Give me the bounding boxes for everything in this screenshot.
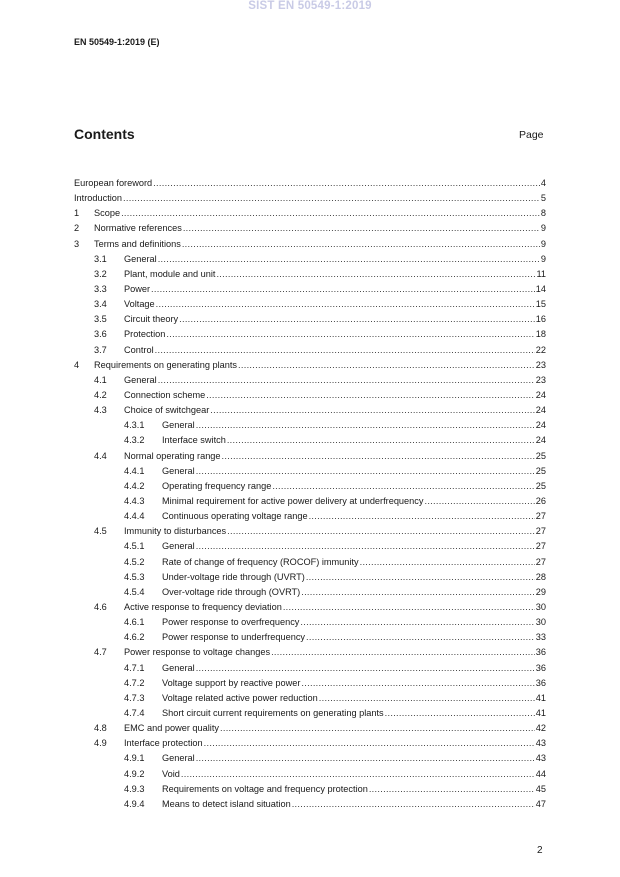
toc-entry[interactable] xyxy=(74,176,546,191)
toc-entry[interactable] xyxy=(74,797,546,812)
toc-entry-page: 27 xyxy=(535,526,546,537)
toc-entry-number: 4.9.1 xyxy=(124,753,145,764)
toc-entry-title: Voltage xyxy=(124,299,155,310)
toc-entry-page: 9 xyxy=(540,223,546,234)
toc-entry[interactable] xyxy=(74,661,546,676)
toc-entry-page: 22 xyxy=(535,344,546,355)
toc-entry-page: 23 xyxy=(535,359,546,370)
toc-entry-number: 4.5 xyxy=(94,526,107,537)
toc-entry-page: 25 xyxy=(535,480,546,491)
toc-entry-number: 4.4.1 xyxy=(124,465,145,476)
toc-entry[interactable] xyxy=(74,736,546,751)
page-number: 2 xyxy=(537,845,543,856)
toc-entry-title: Power response to underfrequency xyxy=(162,632,306,643)
toc-leader-dots xyxy=(123,193,540,204)
toc-entry-page: 24 xyxy=(535,390,546,401)
toc-entry-number: 4.3 xyxy=(94,405,107,416)
toc-leader-dots xyxy=(196,420,535,431)
toc-entry-number: 4.9.4 xyxy=(124,798,145,809)
toc-leader-dots xyxy=(179,314,535,325)
toc-entry-title: Introduction xyxy=(74,193,123,204)
toc-entry-number: 4.6.1 xyxy=(124,617,145,628)
toc-entry-number: 4.8 xyxy=(94,723,107,734)
toc-entry-number: 4.9.3 xyxy=(124,783,145,794)
toc-leader-dots xyxy=(210,405,534,416)
toc-entry[interactable] xyxy=(74,237,546,252)
toc-entry[interactable] xyxy=(74,479,546,494)
toc-entry-page: 43 xyxy=(535,753,546,764)
toc-entry-title: Scope xyxy=(94,208,121,219)
toc-entry-page: 5 xyxy=(540,193,546,204)
toc-entry-title: Void xyxy=(162,768,180,779)
toc-leader-dots xyxy=(196,753,535,764)
toc-entry-number: 4.2 xyxy=(94,390,107,401)
toc-entry[interactable] xyxy=(74,494,546,509)
toc-entry-page: 16 xyxy=(535,314,546,325)
toc-entry-page: 41 xyxy=(535,692,546,703)
toc-entry[interactable] xyxy=(74,358,546,373)
toc-entry-number: 4.7 xyxy=(94,647,107,658)
toc-entry[interactable] xyxy=(74,252,546,267)
toc-entry[interactable] xyxy=(74,403,546,418)
toc-entry[interactable] xyxy=(74,615,546,630)
toc-leader-dots xyxy=(424,496,534,507)
toc-entry-number: 4.4.2 xyxy=(124,480,145,491)
toc-leader-dots xyxy=(153,178,540,189)
toc-entry-page: 25 xyxy=(535,465,546,476)
toc-entry-title: Interface switch xyxy=(162,435,226,446)
toc-entry-page: 36 xyxy=(535,662,546,673)
toc-entry-number: 4.5.2 xyxy=(124,556,145,567)
toc-entry-number: 4.4 xyxy=(94,450,107,461)
toc-entry-title: General xyxy=(162,420,195,431)
toc-entry-title: Means to detect island situation xyxy=(162,798,291,809)
toc-entry-page: 4 xyxy=(540,178,546,189)
toc-entry-number: 3.5 xyxy=(94,314,107,325)
toc-entry-title: Interface protection xyxy=(124,738,203,749)
toc-entry-number: 4.4.4 xyxy=(124,511,145,522)
toc-leader-dots xyxy=(166,329,534,340)
toc-entry[interactable] xyxy=(74,327,546,342)
toc-entry[interactable] xyxy=(74,282,546,297)
toc-entry-title: Normative references xyxy=(94,223,182,234)
toc-leader-dots xyxy=(183,223,540,234)
toc-leader-dots xyxy=(196,541,535,552)
toc-entry-page: 47 xyxy=(535,798,546,809)
watermark: SIST EN 50549-1:2019 xyxy=(248,0,372,12)
toc-entry[interactable] xyxy=(74,766,546,781)
toc-entry-page: 27 xyxy=(535,511,546,522)
toc-entry-title: General xyxy=(162,465,195,476)
toc-leader-dots xyxy=(309,511,535,522)
document-id: EN 50549-1:2019 (E) xyxy=(74,37,160,47)
page-column-label: Page xyxy=(519,129,544,141)
toc-leader-dots xyxy=(204,738,535,749)
toc-entry-title: Choice of switchgear xyxy=(124,405,210,416)
toc-entry[interactable] xyxy=(74,524,546,539)
toc-entry-title: Over-voltage ride through (OVRT) xyxy=(162,586,301,597)
toc-entry[interactable] xyxy=(74,555,546,570)
toc-entry[interactable] xyxy=(74,388,546,403)
toc-entry-page: 9 xyxy=(540,253,546,264)
table-of-contents xyxy=(74,176,546,812)
toc-entry-number: 4.7.2 xyxy=(124,677,145,688)
toc-entry[interactable] xyxy=(74,782,546,797)
toc-entry-number: 3.6 xyxy=(94,329,107,340)
toc-entry-title: Circuit theory xyxy=(124,314,179,325)
toc-entry-title: Power response to voltage changes xyxy=(124,647,271,658)
toc-entry-number: 4.7.3 xyxy=(124,692,145,703)
toc-entry-number: 4.5.3 xyxy=(124,571,145,582)
toc-entry[interactable] xyxy=(74,449,546,464)
toc-entry-number: 4.1 xyxy=(94,374,107,385)
toc-entry-page: 36 xyxy=(535,677,546,688)
toc-leader-dots xyxy=(158,375,535,386)
toc-entry-page: 27 xyxy=(535,541,546,552)
toc-entry[interactable] xyxy=(74,751,546,766)
toc-entry-page: 24 xyxy=(535,435,546,446)
toc-leader-dots xyxy=(206,390,535,401)
toc-entry-page: 33 xyxy=(535,632,546,643)
toc-entry[interactable] xyxy=(74,691,546,706)
toc-entry-page: 44 xyxy=(535,768,546,779)
toc-entry-title: Protection xyxy=(124,329,166,340)
toc-entry-page: 25 xyxy=(535,450,546,461)
toc-entry-title: Active response to frequency deviation xyxy=(124,602,282,612)
toc-entry[interactable] xyxy=(74,721,546,736)
toc-entry-number: 4.5.1 xyxy=(124,541,145,552)
toc-entry-page: 45 xyxy=(535,783,546,794)
toc-entry-number: 3.3 xyxy=(94,284,107,295)
toc-leader-dots xyxy=(319,693,535,704)
toc-entry[interactable] xyxy=(74,418,546,433)
toc-entry[interactable] xyxy=(74,267,546,282)
toc-entry-number: 4.9.2 xyxy=(124,768,145,779)
contents-title: Contents xyxy=(74,126,135,142)
toc-entry-title: Power response to overfrequency xyxy=(162,617,300,628)
toc-entry-title: Requirements on generating plants xyxy=(94,359,238,370)
toc-entry-page: 8 xyxy=(540,208,546,219)
toc-leader-dots xyxy=(227,526,535,537)
toc-entry-number: 3.4 xyxy=(94,299,107,310)
toc-entry-number: 4.3.1 xyxy=(124,420,145,431)
toc-entry-title: European foreword xyxy=(74,178,153,189)
toc-entry-title: Requirements on voltage and frequency protection xyxy=(162,783,368,794)
toc-entry[interactable] xyxy=(74,600,546,615)
toc-entry-page: 27 xyxy=(535,556,546,567)
toc-entry-page: 24 xyxy=(535,405,546,416)
toc-entry-number: 3 xyxy=(74,238,80,249)
toc-entry-title: General xyxy=(162,541,195,552)
toc-entry-page: 43 xyxy=(535,738,546,749)
toc-entry-title: Voltage related active power reduction xyxy=(162,692,318,703)
toc-entry[interactable] xyxy=(74,630,546,645)
toc-entry-title: General xyxy=(124,253,157,264)
toc-entry[interactable] xyxy=(74,464,546,479)
toc-leader-dots xyxy=(301,678,534,689)
toc-leader-dots xyxy=(222,451,535,462)
toc-entry[interactable] xyxy=(74,343,546,358)
toc-entry-title: General xyxy=(124,374,157,385)
toc-leader-dots xyxy=(272,481,534,492)
toc-entry-title: Power xyxy=(124,284,151,295)
toc-entry[interactable] xyxy=(74,312,546,327)
toc-entry-title: General xyxy=(162,662,195,673)
toc-leader-dots xyxy=(220,723,535,734)
toc-entry-number: 2 xyxy=(74,223,80,234)
toc-leader-dots xyxy=(151,284,535,295)
toc-entry-title: Voltage support by reactive power xyxy=(162,677,301,688)
toc-entry-title: Plant, module and unit xyxy=(124,268,216,279)
toc-entry[interactable] xyxy=(74,539,546,554)
toc-entry[interactable] xyxy=(74,297,546,312)
toc-leader-dots xyxy=(283,602,535,613)
toc-leader-dots xyxy=(158,254,540,265)
toc-entry-title: Connection scheme xyxy=(124,390,206,401)
toc-entry-number: 4.9 xyxy=(94,738,107,749)
toc-leader-dots xyxy=(227,435,535,446)
toc-entry-page: 11 xyxy=(536,268,546,279)
toc-entry-number: 4.6 xyxy=(94,602,107,612)
toc-entry-page: 36 xyxy=(535,647,546,658)
toc-leader-dots xyxy=(196,466,535,477)
toc-entry[interactable] xyxy=(74,570,546,585)
toc-entry-page: 18 xyxy=(535,329,546,340)
toc-leader-dots xyxy=(196,663,535,674)
toc-entry-number: 3.7 xyxy=(94,344,107,355)
toc-entry[interactable] xyxy=(74,509,546,524)
toc-entry-page: 24 xyxy=(535,420,546,431)
toc-entry-page: 41 xyxy=(535,707,546,718)
toc-entry-title: General xyxy=(162,753,195,764)
toc-entry-page: 30 xyxy=(535,602,546,612)
toc-entry-number: 4.4.3 xyxy=(124,496,145,507)
toc-leader-dots xyxy=(271,647,535,658)
toc-entry[interactable] xyxy=(74,221,546,236)
toc-entry-title: Control xyxy=(124,344,154,355)
toc-entry-number: 4.7.1 xyxy=(124,662,145,673)
toc-entry-title: Terms and definitions xyxy=(94,238,181,249)
toc-leader-dots xyxy=(369,784,535,795)
toc-entry-page: 14 xyxy=(535,284,546,295)
toc-entry-title: EMC and power quality xyxy=(124,723,219,734)
toc-entry-number: 4.6.2 xyxy=(124,632,145,643)
toc-leader-dots xyxy=(121,208,540,219)
toc-leader-dots xyxy=(181,769,535,780)
toc-entry-page: 42 xyxy=(535,723,546,734)
toc-entry-title: Operating frequency range xyxy=(162,480,272,491)
toc-entry[interactable] xyxy=(74,645,546,660)
toc-entry-page: 28 xyxy=(535,571,546,582)
toc-entry-number: 3.1 xyxy=(94,253,107,264)
toc-entry-title: Minimal requirement for active power delivery at underfrequency xyxy=(162,496,424,507)
toc-entry-page: 29 xyxy=(535,586,546,597)
toc-entry[interactable] xyxy=(74,585,546,600)
toc-leader-dots xyxy=(385,708,535,719)
toc-entry[interactable] xyxy=(74,206,546,221)
toc-leader-dots xyxy=(306,632,535,643)
toc-entry-title: Short circuit current requirements on generating plants xyxy=(162,707,384,718)
toc-entry[interactable] xyxy=(74,373,546,388)
toc-entry-page: 15 xyxy=(535,299,546,310)
toc-entry-title: Continuous operating voltage range xyxy=(162,511,308,522)
toc-leader-dots xyxy=(300,617,534,628)
toc-entry[interactable] xyxy=(74,433,546,448)
toc-entry[interactable] xyxy=(74,706,546,721)
toc-leader-dots xyxy=(238,360,535,371)
toc-leader-dots xyxy=(155,345,535,356)
toc-leader-dots xyxy=(306,572,535,583)
toc-entry-number: 4.5.4 xyxy=(124,586,145,597)
toc-entry-page: 26 xyxy=(535,496,546,507)
toc-leader-dots xyxy=(292,799,535,810)
toc-leader-dots xyxy=(216,269,535,280)
toc-entry-number: 1 xyxy=(74,208,80,219)
toc-entry-page: 9 xyxy=(540,238,546,249)
toc-entry-number: 4.3.2 xyxy=(124,435,145,446)
toc-entry-page: 30 xyxy=(535,617,546,628)
toc-leader-dots xyxy=(360,557,535,568)
toc-entry-title: Normal operating range xyxy=(124,450,221,461)
toc-entry-number: 4.7.4 xyxy=(124,707,145,718)
toc-leader-dots xyxy=(156,299,535,310)
toc-leader-dots xyxy=(301,587,535,598)
toc-entry-title: Rate of change of frequency (ROCOF) immunity xyxy=(162,556,359,567)
toc-entry[interactable] xyxy=(74,191,546,206)
toc-entry-title: Under-voltage ride through (UVRT) xyxy=(162,571,305,582)
toc-entry-title: Immunity to disturbances xyxy=(124,526,227,537)
toc-entry[interactable] xyxy=(74,676,546,691)
toc-leader-dots xyxy=(182,239,540,250)
toc-entry-number: 4 xyxy=(74,359,80,370)
toc-entry-number: 3.2 xyxy=(94,268,107,279)
toc-entry-page: 23 xyxy=(535,374,546,385)
